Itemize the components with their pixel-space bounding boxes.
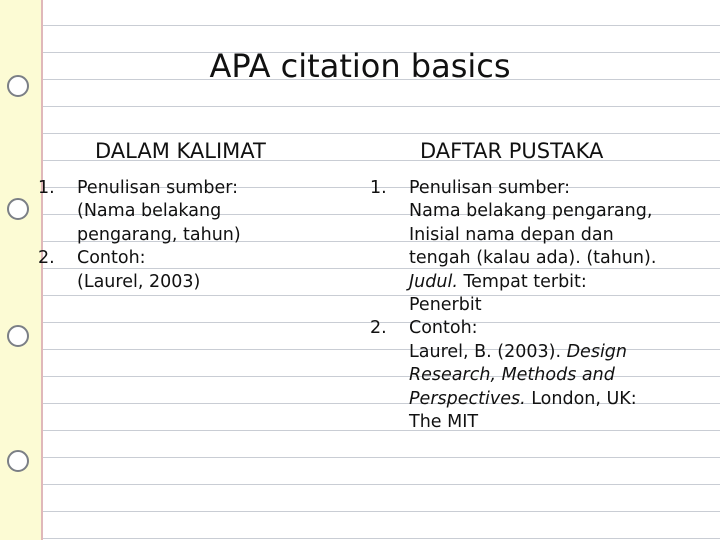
- binder-hole-icon: [7, 325, 29, 347]
- list-item: [370, 177, 656, 317]
- list-number: 1.: [370, 178, 387, 198]
- list-item-line: (Nama belakang: [77, 201, 222, 222]
- list-item-line: [409, 341, 656, 364]
- list-item-line: [409, 271, 656, 294]
- list-item-label: Contoh:: [77, 248, 146, 269]
- list-item-label: Contoh:: [409, 318, 478, 339]
- binder-hole-icon: [7, 198, 29, 220]
- italic-text: Design: [566, 341, 627, 362]
- list-item-line: Penerbit: [409, 295, 482, 316]
- list-item-line: pengarang, tahun): [77, 224, 241, 245]
- list-item-line: (Laurel, 2003): [77, 271, 201, 292]
- left-column-heading: DALAM KALIMAT: [95, 139, 266, 163]
- list-item: [370, 317, 656, 434]
- list-item-line: [409, 388, 656, 411]
- list-item-line: The MIT: [409, 412, 479, 433]
- right-column-heading: DAFTAR PUSTAKA: [420, 139, 604, 163]
- plain-text: London, UK:: [525, 388, 637, 409]
- list-number: 2.: [370, 318, 387, 339]
- plain-text: Laurel, B. (2003).: [409, 341, 567, 362]
- italic-text: Judul.: [409, 271, 458, 292]
- list-number: 2.: [38, 248, 55, 269]
- list-item-line: Nama belakang pengarang,: [409, 201, 653, 222]
- list-item-label: Penulisan sumber:: [77, 178, 239, 198]
- list-number: 1.: [38, 178, 55, 198]
- reference-list: [370, 177, 656, 434]
- in-text-citation-list: [38, 177, 241, 294]
- list-item-label: Penulisan sumber:: [409, 178, 571, 198]
- list-item: [38, 247, 241, 294]
- list-item-line: tengah (kalau ada). (tahun).: [409, 248, 657, 269]
- binder-hole-icon: [7, 75, 29, 97]
- list-item: [38, 177, 241, 247]
- list-item-line: Inisial nama depan dan: [409, 224, 614, 245]
- italic-text: Perspectives.: [409, 388, 526, 409]
- plain-text: Tempat terbit:: [457, 271, 587, 292]
- page-title: APA citation basics: [209, 47, 511, 85]
- italic-text: Research, Methods and: [409, 365, 615, 386]
- binder-hole-icon: [7, 450, 29, 472]
- list-item-line: [409, 364, 656, 387]
